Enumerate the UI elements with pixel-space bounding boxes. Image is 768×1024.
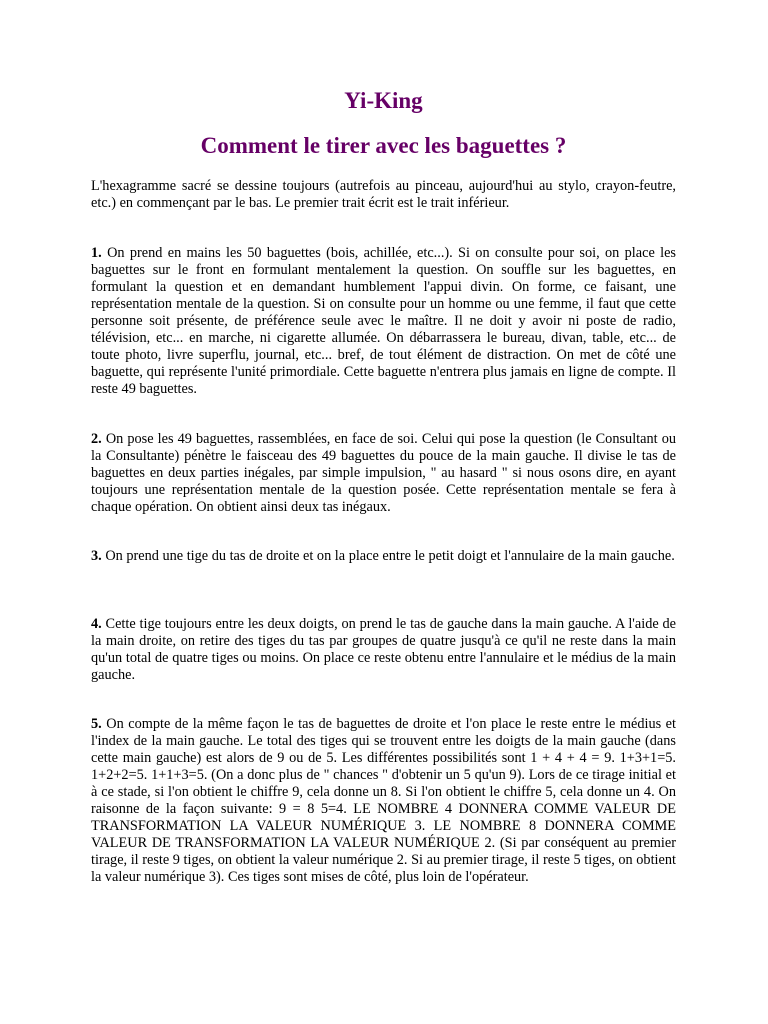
step-text: On prend une tige du tas de droite et on la place entre le petit doigt et l'annulaire de la main gauche. [105, 548, 675, 564]
step-paragraph-3 [91, 548, 676, 565]
page-subtitle: Comment le tirer avec les baguettes ? [200, 133, 567, 158]
step-paragraph-5 [91, 716, 676, 886]
step-paragraph-2 [91, 431, 676, 516]
step-text: On pose les 49 baguettes, rassemblées, en face de soi. Celui qui pose la question (le Consultant ou la Consultante) pénètre le faisceau des 49 baguettes du pouce de la main gauche. Il divise le tas de baguettes en deux parties inégales, par simple impulsion, " au hasard " si nous osons dire, en ayant toujours une représentation mentale de la question posée. Cette représentation mentale se fera à chaque opération. On obtient ainsi deux tas inégaux. [91, 431, 676, 515]
step-number: 5. [91, 716, 102, 732]
step-number: 3. [91, 548, 102, 564]
step-paragraph-4 [91, 616, 676, 684]
step-text: On prend en mains les 50 baguettes (bois, achillée, etc...). Si on consulte pour soi, on place les baguettes sur le front en formulant mentalement la question. On souffle sur les baguettes, en formulant la question et en demandant humblement l'appui divin. On forme, ce faisant, une représentation mentale de la question. Si on consulte pour un homme ou une femme, il faut que cette personne soit présente, de préférence seule avec le maître. Il ne doit y avoir ni poste de radio, télévision, etc... en marche, ni cigarette allumée. On débarrassera le bureau, divan, table, etc... de toute photo, livre superflu, journal, etc... bref, de tout élément de distraction. On met de côté une baguette, qui représente l'unité primordiale. Cette baguette n'entrera plus jamais en ligne de compte. Il reste 49 baguettes. [91, 245, 676, 397]
step-paragraph-1 [91, 245, 676, 398]
page-title: Yi-King [344, 88, 423, 113]
step-number: 4. [91, 616, 102, 632]
intro-paragraph: L'hexagramme sacré se dessine toujours (autrefois au pinceau, aujourd'hui au stylo, crayon-feutre, etc.) en commençant par le bas. Le premier trait écrit est le trait inférieur. [91, 178, 676, 211]
step-number: 2. [91, 431, 102, 447]
step-text: On compte de la même façon le tas de baguettes de droite et l'on place le reste entre le médius et l'index de la main gauche. Le total des tiges qui se trouvent entre les doigts de la main gauche (dans cette main gauche) est alors de 9 ou de 5. Les différentes possibilités sont 1 + 4 + 4 = 9. 1+3+1=5. 1+2+2=5. 1+1+3=5. (On a donc plus de " chances " d'obtenir un 5 qu'un 9). Lors de ce tirage initial et à ce stade, si l'on obtient le chiffre 9, cela donne un 8. Si l'on obtient le chiffre 5, cela donne un 4. On raisonne de la façon suivante: 9 = 8 5=4. LE NOMBRE 4 DONNERA COMME VALEUR DE TRANSFORMATION LA VALEUR NUMÉRIQUE 3. LE NOMBRE 8 DONNERA COMME VALEUR DE TRANSFORMATION LA VALEUR NUMÉRIQUE 2. (Si par conséquent au premier tirage, il reste 9 tiges, on obtient la valeur numérique 2. Si au premier tirage, il reste 5 tiges, on obtient la valeur numérique 3). Ces tiges sont mises de côté, plus loin de l'opérateur. [91, 716, 676, 885]
step-number: 1. [91, 245, 102, 261]
step-text: Cette tige toujours entre les deux doigts, on prend le tas de gauche dans la main gauche. A l'aide de la main droite, on retire des tiges du tas par groupes de quatre jusqu'à ce qu'il ne reste dans la main qu'un total de quatre tiges ou moins. On place ce reste obtenu entre l'annulaire et le médius de la main gauche. [91, 616, 676, 683]
